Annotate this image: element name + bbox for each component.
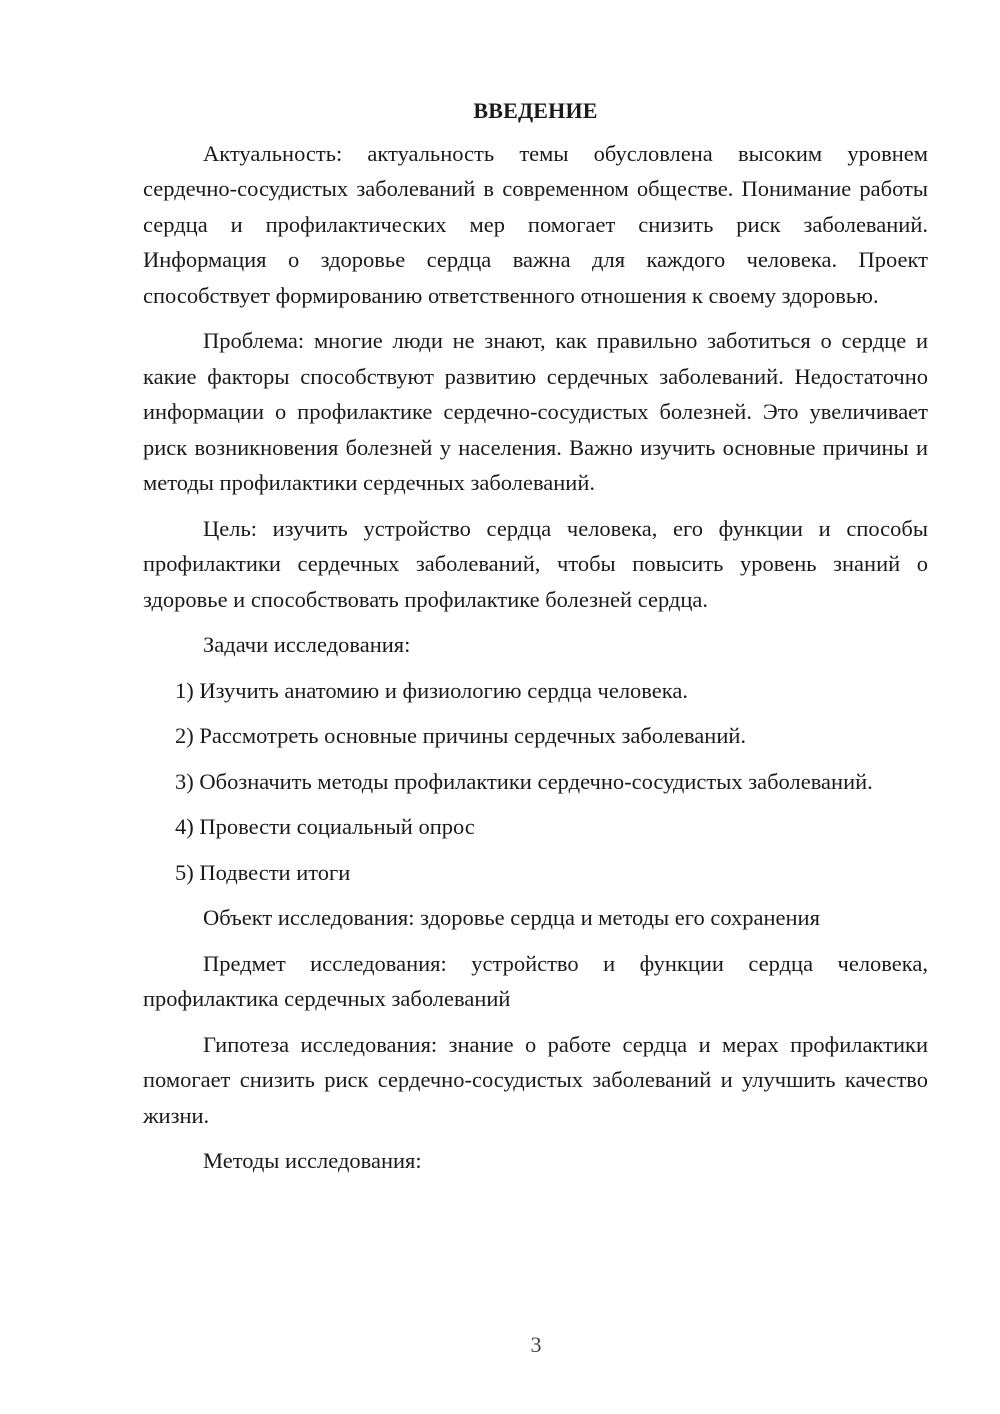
task-item-2: 2) Рассмотреть основные причины сердечных заболеваний.: [175, 723, 747, 748]
task-item-3: 3) Обозначить методы профилактики сердечно-сосудистых заболеваний.: [175, 768, 873, 794]
page-number: 3: [530, 1332, 542, 1357]
paragraph-subject: Предмет исследования: устройство и функции сердца человека, профилактика сердечных заболеваний: [143, 950, 928, 1011]
task-item-1: 1) Изучить анатомию и физиологию сердца человека.: [175, 677, 688, 703]
document-body: [143, 93, 928, 1189]
task-item-5: 5) Подвести итоги: [175, 859, 351, 885]
paragraph-goal: Цель: изучить устройство сердца человека, его функции и способы профилактики сердечных заболеваний, чтобы повысить уровень знаний о здоровье и способствовать профилактике болезней сердца.: [143, 515, 928, 612]
paragraph-object: Объект исследования: здоровье сердца и методы его сохранения: [203, 905, 820, 930]
paragraph-problem: Проблема: многие люди не знают, как правильно заботиться о сердце и какие факторы способствуют развитию сердечных заболеваний. Недостаточно информации о профилактике сердечно-сосудистых болезней. Это увеличивает риск возникновения болезней у населения. Важно изучить основные причины и методы профилактики сердечных заболеваний.: [143, 328, 928, 495]
paragraph-hypothesis: Гипотеза исследования: знание о работе сердца и мерах профилактики помогает снизить риск сердечно-сосудистых заболеваний и улучшить качество жизни.: [143, 1031, 928, 1128]
paragraph-relevance: Актуальность: актуальность темы обусловлена высоким уровнем сердечно-сосудистых заболеваний в современном обществе. Понимание работы сердца и профилактических мер помогает снизить риск заболеваний. Информация о здоровье сердца важна для каждого человека. Проект способствует формированию ответственного отношения к своему здоровью.: [143, 140, 928, 308]
task-item-4: 4) Провести социальный опрос: [175, 814, 475, 839]
paragraph-tasks-heading: Задачи исследования:: [203, 632, 411, 657]
section-title: ВВЕДЕНИЕ: [473, 98, 598, 123]
paragraph-methods-heading: Методы исследования:: [203, 1148, 422, 1173]
